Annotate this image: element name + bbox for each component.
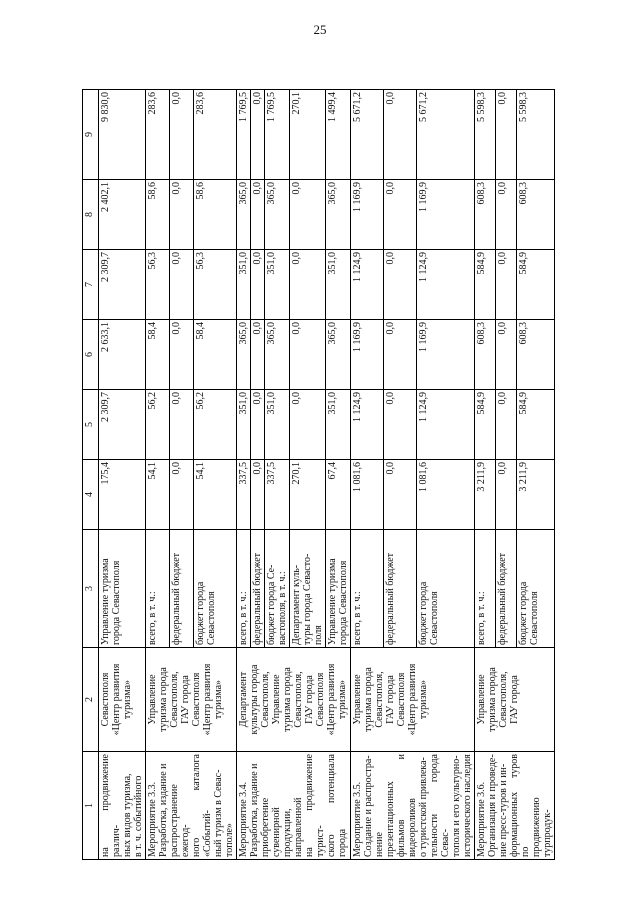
budget-table [82,89,555,860]
amount-cell: 56,2 [146,390,170,460]
amount-cell: 608,3 [475,320,496,390]
funding-source-line: Управление туризма [327,558,338,645]
funding-source-line: федеральный бюджет [171,552,183,645]
amount-cell: 1 499,4 [326,90,351,180]
amount-cell: 1 124,9 [416,250,475,320]
executor-text-line: туризма» [122,679,133,720]
funding-source-line: всего, в т. ч.: [147,591,158,645]
activity-text-line: ного каталога «Событий- [191,754,213,857]
amount-cell: 0,0 [496,180,517,250]
funding-source-line: всего, в т. ч.: [238,591,249,645]
funding-source-cell [351,530,384,648]
amount-cell: 56,3 [194,250,237,320]
amount-cell: 365,0 [237,320,251,390]
amount-cell: 351,0 [265,390,290,460]
column-number-header: 1 [83,752,99,860]
activity-text-line: ского потенциала города [326,754,348,857]
amount-cell: 0,0 [170,320,194,390]
amount-cell: 0,0 [170,90,194,180]
amount-cell: 2 309,7 [99,390,146,460]
funding-source-cell [496,530,517,648]
amount-cell: 0,0 [290,320,326,390]
amount-cell: 337,5 [265,460,290,530]
column-number-header: 6 [83,320,99,390]
activity-text-line: Организация и проведе- [487,754,498,857]
activity-cell [237,752,351,860]
executor-text-line: Севастополя, [260,671,271,728]
activity-text-line: Мероприятие 3.6. [476,781,487,857]
executor-text-line: Севастополя [396,672,407,727]
amount-cell: 0,0 [383,460,416,530]
activity-text-line: тополя и его культурно- [451,755,462,857]
executor-text-line: ГАУ города [509,675,520,724]
amount-cell: 0,0 [170,390,194,460]
funding-source-line: бюджет города Се- [266,564,277,645]
amount-cell: 351,0 [237,250,251,320]
amount-cell: 1 169,9 [416,180,475,250]
executor-text-line: Управление [352,674,363,725]
amount-cell: 0,0 [251,90,265,180]
amount-cell: 365,0 [265,320,290,390]
amount-cell: 54,1 [194,460,237,530]
executor-text-line: «Центр развития [407,663,418,736]
executor-text-line: Департамент [238,671,249,728]
activity-text-line: распространение ежегод- [169,784,191,857]
amount-cell: 0,0 [383,390,416,460]
amount-cell: 58,4 [194,320,237,390]
amount-cell: 365,0 [237,180,251,250]
column-number-header: 4 [83,460,99,530]
funding-source-line: города Севастополя [338,560,349,645]
amount-cell: 5 671,2 [351,90,384,180]
executor-text-line: «Центр развития [326,663,337,736]
amount-cell: 283,6 [146,90,170,180]
executor-text-line: туризма» [418,679,429,720]
funding-source-cell [99,530,146,648]
amount-cell: 1 769,5 [265,90,290,180]
activity-text-line: исторического наследия [462,754,473,857]
executor-text-line: культуры города [249,664,260,735]
executor-cell [146,648,237,752]
funding-source-line: федеральный бюджет [384,552,396,645]
amount-cell: 0,0 [170,250,194,320]
executor-text-line: туризма города [363,667,374,732]
executor-text-line: Севастополя [315,672,326,727]
amount-cell: 584,9 [475,250,496,320]
funding-source-line: Севастополя [428,591,440,645]
amount-cell: 58,6 [146,180,170,250]
executor-text-line: Севастополя, [374,671,385,728]
column-number-header: 9 [83,90,99,180]
table-row [351,90,384,860]
executor-text-line: Управление [476,674,487,725]
amount-cell: 0,0 [496,320,517,390]
amount-cell: 351,0 [265,250,290,320]
amount-cell: 54,1 [146,460,170,530]
activity-text-line: Создание и распростра- [363,755,374,857]
funding-source-cell [251,530,265,648]
header-row [83,90,99,860]
funding-source-line: всего, в т. ч.: [476,591,487,645]
amount-cell: 0,0 [251,180,265,250]
amount-cell: 337,5 [237,460,251,530]
amount-cell: 270,1 [290,460,326,530]
amount-cell: 9 830,0 [99,90,146,180]
amount-cell: 1 124,9 [416,390,475,460]
funding-source-line: бюджет города [417,581,429,645]
activity-text-line: о туристской привлека- [418,757,429,857]
activity-text-line: продукции, направленной [282,797,304,857]
amount-cell: 0,0 [496,90,517,180]
funding-source-cell [170,530,194,648]
executor-text-line: Севастополя, [293,671,304,728]
activity-text-line: продвижению турпродук- [531,797,553,857]
amount-cell: 58,4 [146,320,170,390]
funding-source-cell [265,530,290,648]
funding-source-line: вастополя, в т. ч.: [277,571,288,645]
column-number-header: 2 [83,648,99,752]
executor-text-line: Севастополя, [498,671,509,728]
activity-text-line: Мероприятие 3.3. [147,781,158,857]
amount-cell: 1 169,9 [416,320,475,390]
rotated-table-container [82,90,602,860]
executor-text-line: Управление [147,674,158,725]
activity-text-line: тельности города Севас- [429,754,451,857]
executor-text-line: туризма города [487,667,498,732]
activity-cell [475,752,555,860]
column-number-header: 8 [83,180,99,250]
amount-cell: 270,1 [290,90,326,180]
funding-source-line: Управление туризма [100,558,111,645]
activity-text-line: фильмов и видеороликов [396,754,418,857]
executor-cell [351,648,475,752]
executor-text-line: «Центр развития [202,663,213,736]
amount-cell: 1 124,9 [351,250,384,320]
funding-source-line: бюджет города [518,581,530,645]
activity-text-line: ный туризм в Севас- [213,769,224,857]
amount-cell: 5 598,3 [475,90,496,180]
table-row [146,90,170,860]
amount-cell: 608,3 [475,180,496,250]
funding-source-cell [194,530,237,648]
amount-cell: 175,4 [99,460,146,530]
amount-cell: 1 169,9 [351,180,384,250]
activity-text-line: Разработка, издание и [158,763,169,857]
amount-cell: 0,0 [170,460,194,530]
activity-text-line: Разработка, издание и [249,763,260,857]
amount-cell: 0,0 [383,90,416,180]
funding-source-cell [146,530,170,648]
amount-cell: 0,0 [383,250,416,320]
column-number-header: 5 [83,390,99,460]
executor-cell [237,648,351,752]
executor-text-line: ГАУ города [304,675,315,724]
executor-text-line: ГАУ города [385,675,396,724]
amount-cell: 608,3 [517,320,555,390]
amount-cell: 0,0 [496,250,517,320]
executor-text-line: туризма города [282,667,293,732]
amount-cell: 0,0 [290,390,326,460]
amount-cell: 365,0 [326,320,351,390]
amount-cell: 0,0 [251,250,265,320]
funding-source-line: всего, в т. ч.: [352,591,363,645]
funding-source-line: бюджет города [195,581,207,645]
amount-cell: 0,0 [496,460,517,530]
amount-cell: 58,6 [194,180,237,250]
table-row [237,90,251,860]
amount-cell: 0,0 [251,460,265,530]
funding-source-cell [326,530,351,648]
activity-text-line: ние пресс-туров и ин- [498,763,509,857]
funding-source-line: туры города Севасто- [302,553,313,645]
funding-source-line: Департамент куль- [291,564,302,645]
amount-cell: 1 081,6 [351,460,384,530]
amount-cell: 584,9 [517,250,555,320]
activity-text-line: на продвижение турист- [304,754,326,857]
executor-text-line: ГАУ города [180,675,191,724]
amount-cell: 351,0 [326,250,351,320]
executor-text-line: туризма города [158,667,169,732]
amount-cell: 584,9 [517,390,555,460]
activity-cell [146,752,237,860]
amount-cell: 56,3 [146,250,170,320]
executor-cell [475,648,555,752]
activity-text-line: в т. ч. событийного [133,775,144,857]
amount-cell: 3 211,9 [517,460,555,530]
funding-source-line: Севастополя [206,591,218,645]
executor-text-line: туризма» [213,679,224,720]
activity-cell [351,752,475,860]
funding-source-cell [416,530,475,648]
amount-cell: 3 211,9 [475,460,496,530]
executor-text-line: Севастополя [191,672,202,727]
activity-text-line: Мероприятие 3.4. [238,781,249,857]
funding-source-cell [383,530,416,648]
activity-cell [99,752,146,860]
column-number-header: 3 [83,530,99,648]
executor-text-line: Севастополя, [169,671,180,728]
activity-text-line: приобретение сувенирной [260,797,282,857]
amount-cell: 0,0 [383,320,416,390]
amount-cell: 584,9 [475,390,496,460]
executor-text-line: «Центр развития [111,663,122,736]
amount-cell: 1 769,5 [237,90,251,180]
activity-text-line: на продвижение различ- [100,754,122,857]
activity-text-line: ных видов туризма, [122,773,133,857]
amount-cell: 0,0 [290,250,326,320]
funding-source-line: федеральный бюджет [252,552,263,645]
amount-cell: 0,0 [496,390,517,460]
amount-cell: 1 081,6 [416,460,475,530]
amount-cell: 56,2 [194,390,237,460]
amount-cell: 0,0 [290,180,326,250]
amount-cell: 5 671,2 [416,90,475,180]
amount-cell: 351,0 [326,390,351,460]
amount-cell: 67,4 [326,460,351,530]
funding-source-cell [475,530,496,648]
funding-source-cell [290,530,326,648]
funding-source-cell [237,530,251,648]
column-number-header: 7 [83,250,99,320]
activity-text-line: тополе» [224,823,235,857]
activity-text-line: Мероприятие 3.5. [352,781,363,857]
amount-cell: 365,0 [326,180,351,250]
funding-source-line: города Севастополя [111,560,122,645]
amount-cell: 365,0 [265,180,290,250]
table-row [475,90,496,860]
amount-cell: 608,3 [517,180,555,250]
amount-cell: 1 124,9 [351,390,384,460]
funding-source-line: федеральный бюджет [497,552,509,645]
funding-source-cell [517,530,555,648]
amount-cell: 2 402,1 [99,180,146,250]
funding-source-line: поля [313,625,324,645]
amount-cell: 2 309,7 [99,250,146,320]
amount-cell: 5 598,3 [517,90,555,180]
amount-cell: 0,0 [383,180,416,250]
funding-source-line: Севастополя [529,591,541,645]
amount-cell: 0,0 [251,390,265,460]
table-row [99,90,146,860]
amount-cell: 351,0 [237,390,251,460]
activity-text-line: нение презентационных [374,781,396,857]
executor-text-line: Севастополя [100,672,111,727]
page-number: 25 [313,22,327,37]
amount-cell: 0,0 [251,320,265,390]
amount-cell: 2 633,1 [99,320,146,390]
executor-cell [99,648,146,752]
amount-cell: 283,6 [194,90,237,180]
activity-text-line: формационных туров по [509,754,531,857]
executor-text-line: Управление [271,674,282,725]
amount-cell: 1 169,9 [351,320,384,390]
executor-text-line: туризма» [337,679,348,720]
amount-cell: 0,0 [170,180,194,250]
